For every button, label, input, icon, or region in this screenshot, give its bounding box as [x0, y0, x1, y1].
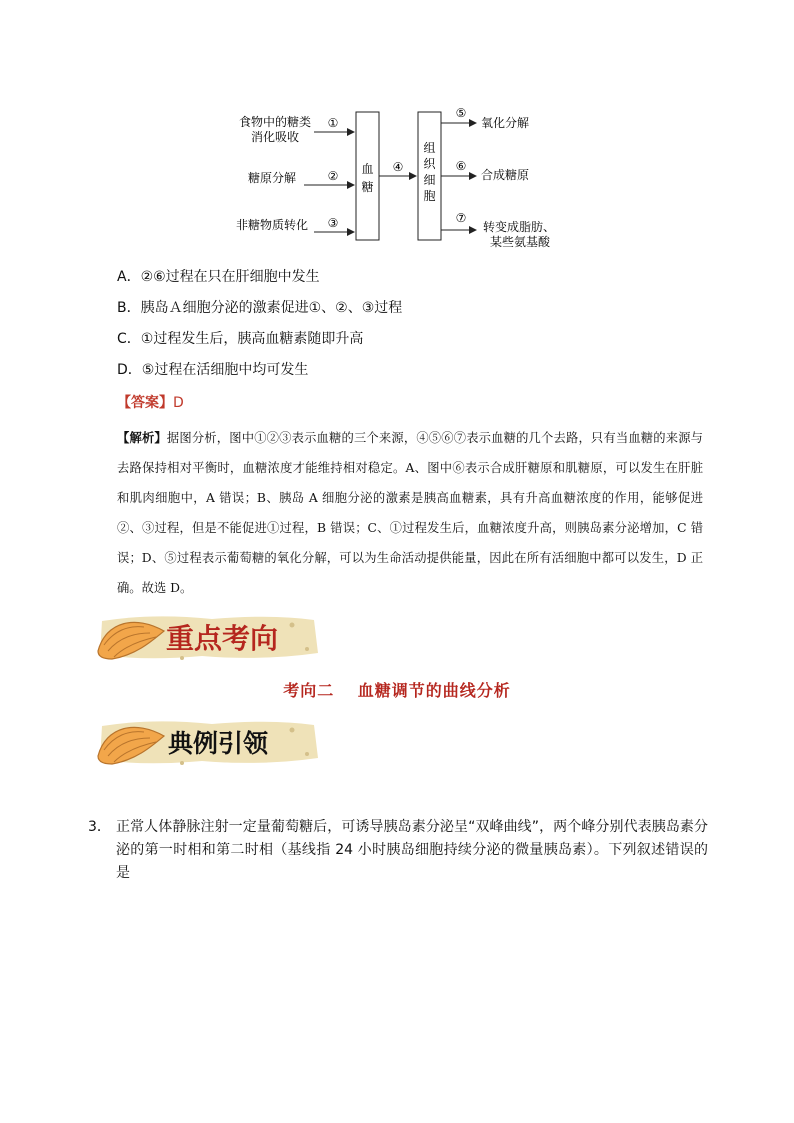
key-direction-banner [92, 611, 324, 665]
outcome-label-6: 合成糖原 [481, 168, 530, 182]
analysis-paragraph [117, 423, 703, 603]
question-text: 正常人体静脉注射一定量葡萄糖后，可诱导胰岛素分泌呈“双峰曲线”，两个峰分别代表胰岛素分泌的第一时相和第二时相（基线指 24 小时胰岛细胞持续分泌的微量胰岛素）。下列叙述错误的是 [116, 819, 708, 881]
analysis-label: 【解析】 [117, 431, 167, 445]
banner1-title: 重点考向 [166, 622, 279, 655]
cell-char-2: 织 [423, 157, 436, 171]
option-a: A．②⑥过程在只在肝细胞中发生 [117, 269, 320, 285]
num-5: ⑤ [455, 106, 467, 120]
blood-sugar-diagram [220, 100, 560, 260]
blood-sugar-char-1: 血 [361, 162, 374, 176]
num-6: ⑥ [455, 159, 467, 173]
section-title: 考向二 血糖调节的曲线分析 [283, 681, 511, 700]
num-3: ③ [327, 216, 339, 230]
num-2: ② [327, 169, 339, 183]
num-7: ⑦ [455, 211, 467, 225]
cell-char-3: 细 [423, 173, 436, 187]
num-1: ① [327, 116, 339, 130]
num-4: ④ [392, 160, 404, 174]
question-3 [88, 816, 708, 885]
outcome-label-5: 氧化分解 [481, 116, 530, 130]
source-label-2: 糖原分解 [247, 171, 297, 185]
option-c: C．①过程发生后，胰高血糖素随即升高 [117, 331, 364, 347]
option-d: D．⑤过程在活细胞中均可发生 [117, 362, 309, 378]
outcome-label-7b: 某些氨基酸 [490, 235, 551, 249]
source-label-3: 非糖物质转化 [235, 218, 309, 232]
blood-sugar-box [356, 112, 379, 240]
question-number: 3． [88, 819, 111, 835]
banner2-title: 典例引领 [168, 729, 269, 758]
cell-char-4: 胞 [423, 189, 436, 203]
outcome-label-7a: 转变成脂肪、 [483, 220, 556, 234]
source-label-1a: 食物中的糖类 [238, 115, 312, 129]
answer-value: D [173, 395, 184, 411]
source-label-1b: 消化吸收 [250, 130, 300, 144]
cell-char-1: 组 [423, 141, 436, 155]
answer-line [117, 392, 184, 412]
option-b: B．胰岛Ａ细胞分泌的激素促进①、②、③过程 [117, 300, 403, 316]
typical-example-banner [92, 716, 324, 770]
analysis-text: 据图分析，图中①②③表示血糖的三个来源，④⑤⑥⑦表示血糖的几个去路，只有当血糖的来源与去路保持相对平衡时，血糖浓度才能维持相对稳定。A、图中⑥表示合成肝糖原和肌糖原，可以发生在肝脏和肌肉细胞中，A 错误；B、胰岛 A 细胞分泌的激素是胰高血糖素，具有升高血糖浓度的作用，能够促进②、③过程，但是不能促进①过程，B 错误；C、①过程发生后，血糖浓度升高，则胰岛素分泌增加，C 错误；D、⑤过程表示葡萄糖的氧化分解，可以为生命活动提供能量，因此在所有活细胞中都可以发生，D 正确。故选 D。 [117, 431, 703, 595]
answer-label: 【答案】 [117, 395, 173, 411]
blood-sugar-char-2: 糖 [361, 180, 374, 194]
